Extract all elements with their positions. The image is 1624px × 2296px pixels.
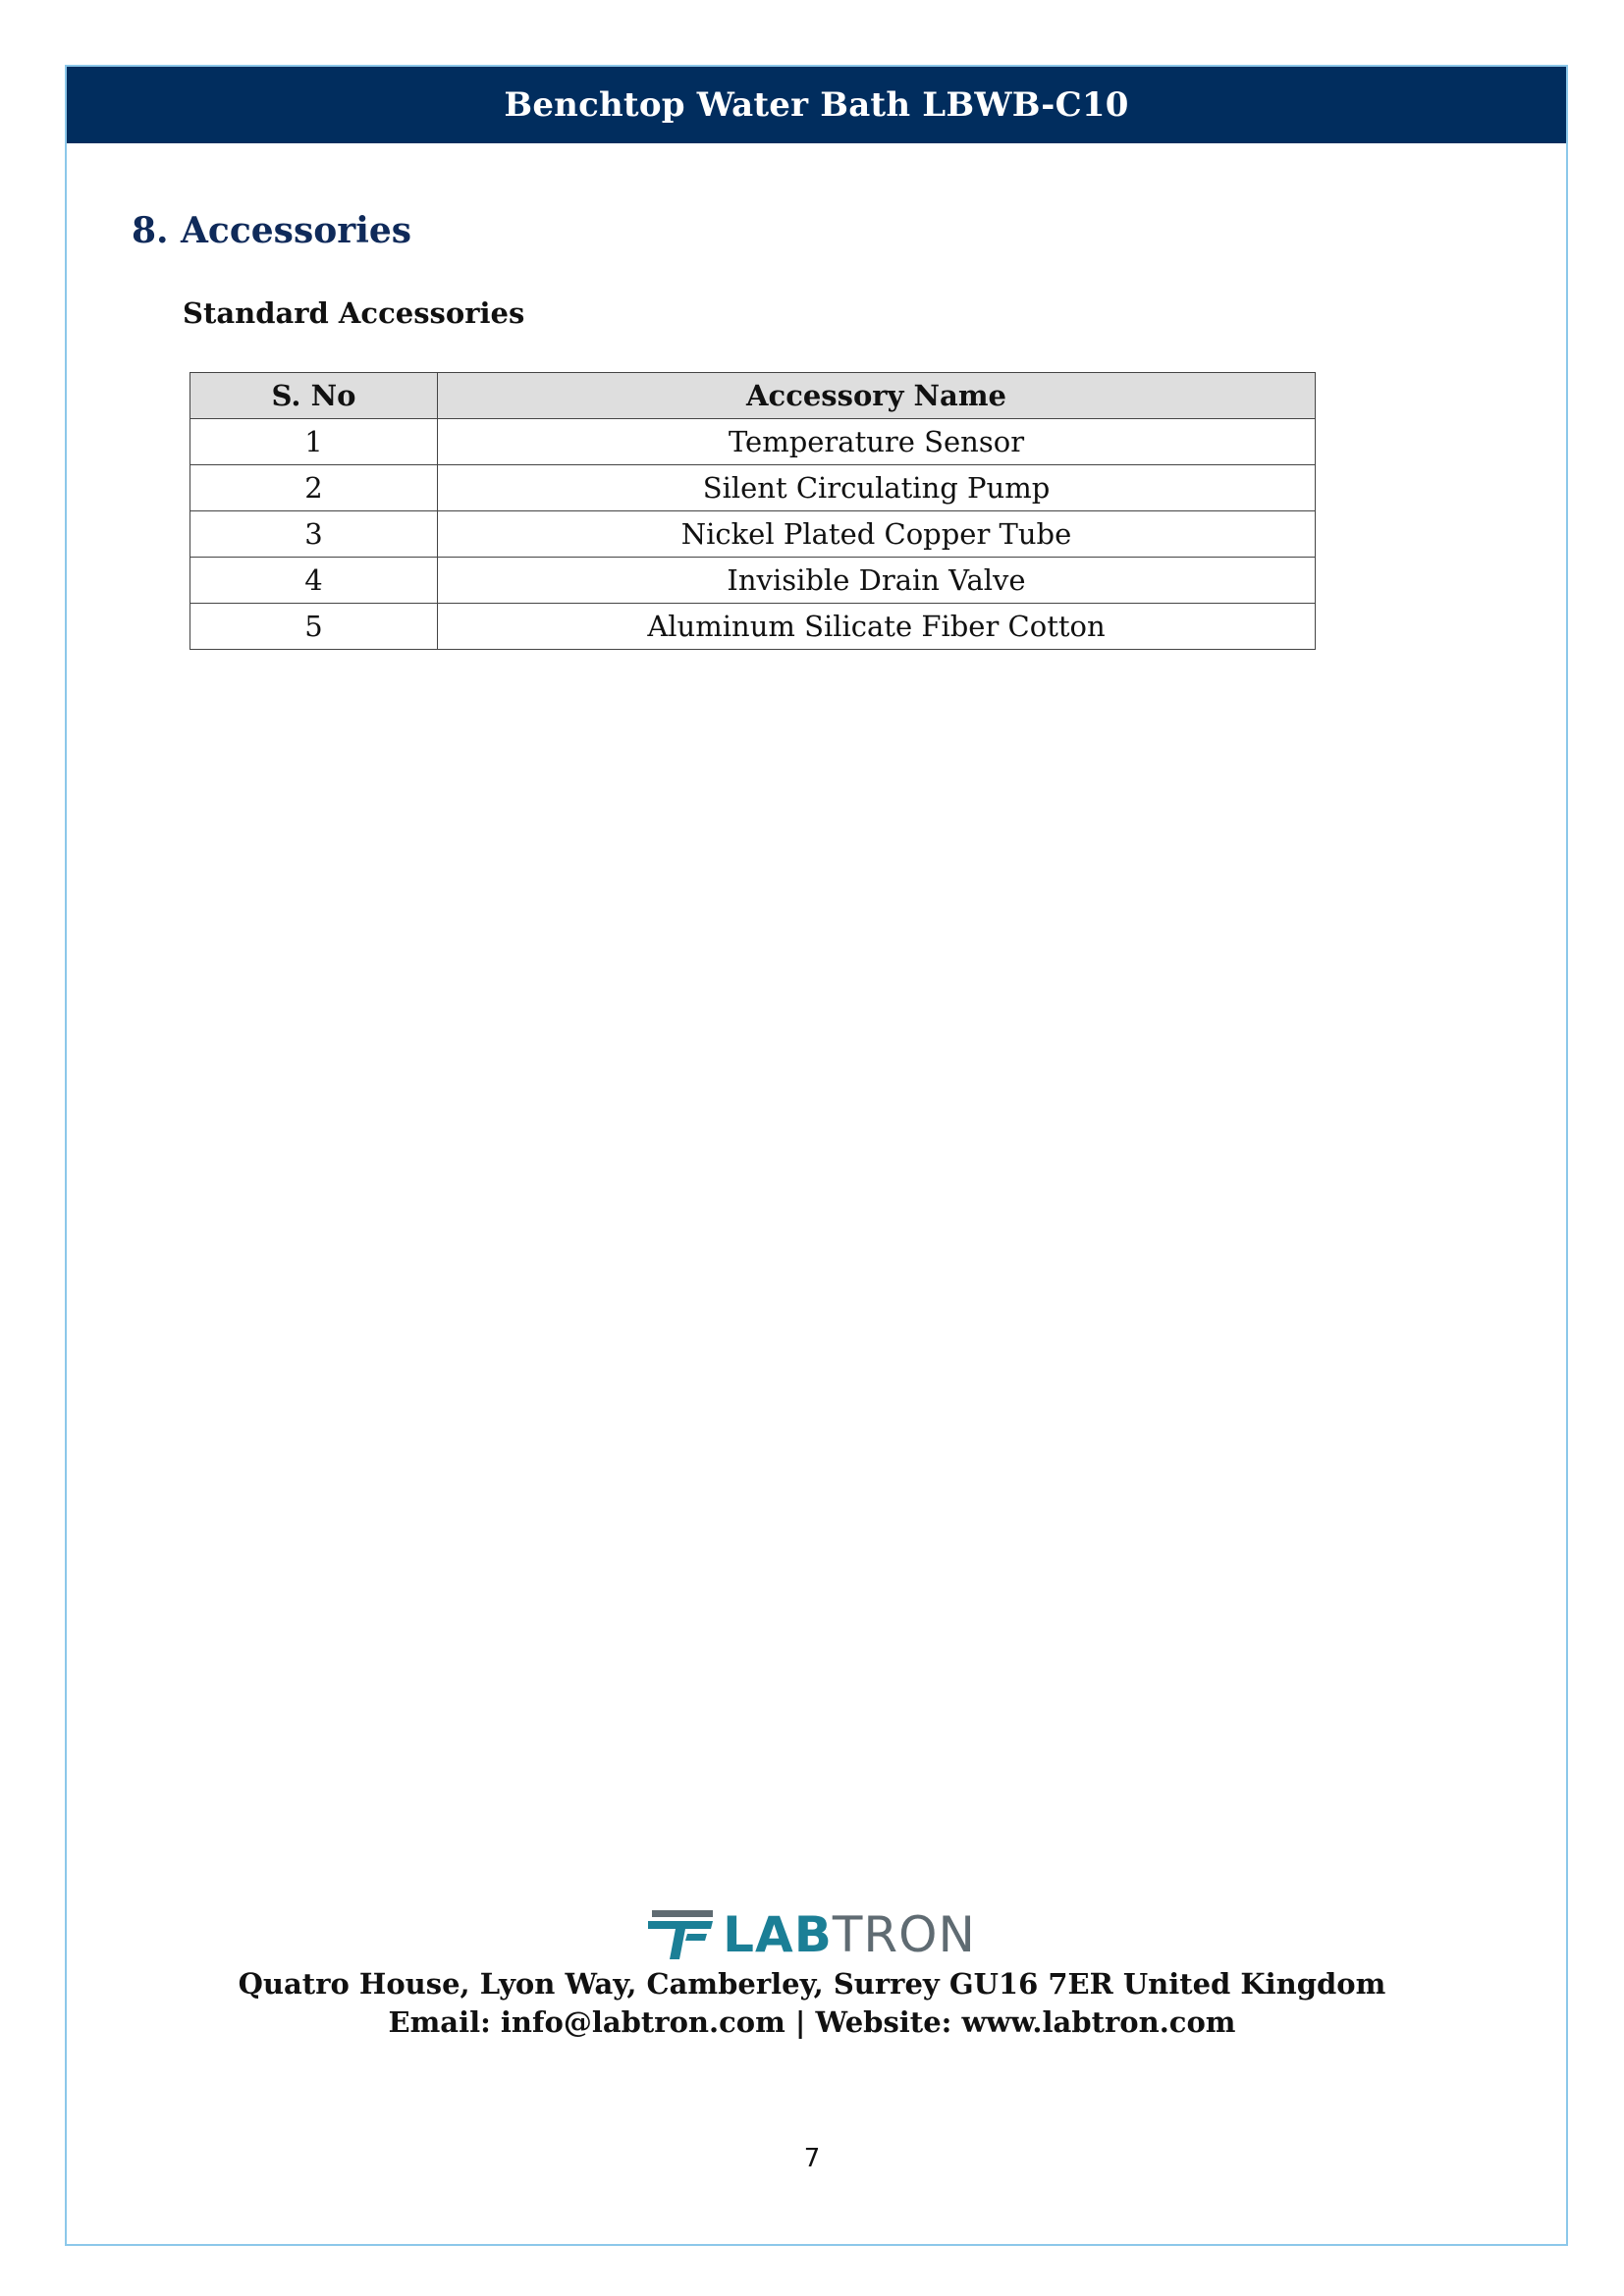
footer-contact: Email: info@labtron.com | Website: www.labtron.com <box>388 2005 1236 2039</box>
table-row <box>190 465 1316 511</box>
row-accessory-name: Invisible Drain Valve <box>438 558 1316 604</box>
accessories-table <box>189 372 1316 650</box>
column-header-accessory-name: Accessory Name <box>438 373 1316 419</box>
labtron-logo-icon <box>648 1908 717 1961</box>
row-accessory-name: Temperature Sensor <box>438 419 1316 465</box>
row-accessory-name: Nickel Plated Copper Tube <box>438 511 1316 558</box>
row-sno: 4 <box>190 558 438 604</box>
row-sno: 1 <box>190 419 438 465</box>
table-row <box>190 511 1316 558</box>
column-header-sno: S. No <box>190 373 438 419</box>
section-title: Accessories <box>181 210 412 251</box>
row-sno: 5 <box>190 604 438 650</box>
logo-wordmark <box>723 1906 976 1963</box>
document-title: Benchtop Water Bath LBWB-C10 <box>504 85 1129 125</box>
logo-text-lab: LAB <box>723 1906 833 1963</box>
row-sno: 2 <box>190 465 438 511</box>
company-logo <box>0 1908 1624 1961</box>
table-row <box>190 604 1316 650</box>
table-row <box>190 558 1316 604</box>
subsection-title: Standard Accessories <box>183 296 525 330</box>
table-row <box>190 419 1316 465</box>
section-number: 8. <box>132 210 169 251</box>
page-number: 7 <box>803 2144 821 2173</box>
footer-address: Quatro House, Lyon Way, Camberley, Surrey GU16 7ER United Kingdom <box>238 1967 1386 2001</box>
row-sno: 3 <box>190 511 438 558</box>
row-accessory-name: Silent Circulating Pump <box>438 465 1316 511</box>
row-accessory-name: Aluminum Silicate Fiber Cotton <box>438 604 1316 650</box>
header-bar <box>67 67 1566 143</box>
section-heading <box>132 210 411 251</box>
logo-text-tron: TRON <box>832 1906 976 1963</box>
table-header-row <box>190 373 1316 419</box>
